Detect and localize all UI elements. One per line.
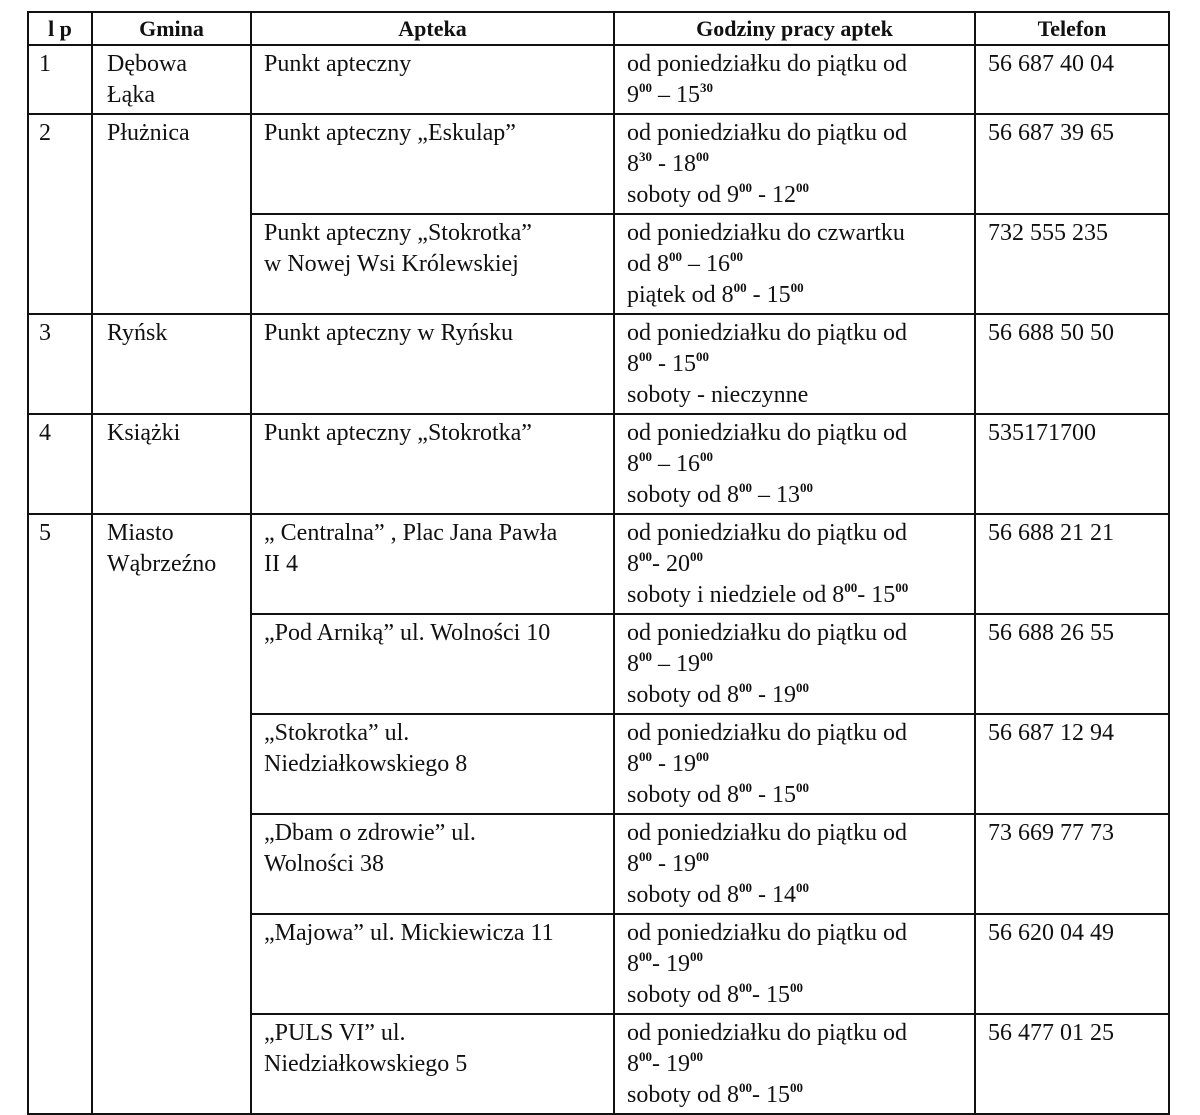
hours-text: - 19 [652,951,690,977]
cell-hours [614,45,975,114]
cell-phone: 732 555 235 [975,214,1169,314]
hours-superscript: 00 [895,580,909,595]
hours-line [627,580,968,611]
hours-text: od poniedziałku do piątku od [627,420,907,446]
cell-apteka [251,814,614,914]
cell-hours [614,914,975,1014]
apteka-line: „Majowa” ul. Mickiewicza 11 [264,920,554,946]
hours-superscript: 00 [796,680,810,695]
cell-apteka [251,314,614,414]
hours-superscript: 00 [696,149,709,164]
cell-apteka [251,45,614,114]
hours-superscript: 00 [690,949,703,964]
hours-text: - 15 [752,782,797,808]
hours-superscript: 30 [639,149,652,164]
hours-text: od poniedziałku do piątku od [627,720,907,746]
cell-phone: 56 620 04 49 [975,914,1169,1014]
cell-lp: 1 [28,45,92,114]
hours-text: - 12 [752,182,797,208]
hours-line [627,518,968,549]
cell-apteka [251,114,614,214]
hours-text: soboty i niedziele od 8 [627,582,845,608]
apteka-line: „Dbam o zdrowie” ul. [264,820,476,846]
hours-superscript: 00 [639,749,652,764]
hours-line [627,1018,968,1049]
hours-text: - 15 [752,982,791,1008]
hours-superscript: 00 [639,949,652,964]
hours-line [627,80,968,111]
apteka-line: Punkt apteczny „Eskulap” [264,120,516,146]
hours-text: - 19 [652,751,696,777]
hours-superscript: 00 [739,980,753,995]
hours-superscript: 00 [739,1080,753,1095]
hours-line [627,918,968,949]
hours-superscript: 00 [696,749,709,764]
apteka-line: Wolności 38 [264,851,385,877]
hours-superscript: 00 [690,549,703,564]
hours-text: 8 [627,451,639,477]
hours-line [627,280,968,311]
hours-line [627,780,968,811]
hours-text: 8 [627,351,639,377]
header-apteka: Apteka [251,12,614,45]
hours-text: piątek od 8 [627,282,734,308]
hours-superscript: 00 [739,480,753,495]
hours-text: od poniedziałku do czwartku [627,220,905,246]
hours-line [627,849,968,880]
hours-superscript: 00 [639,449,652,464]
hours-line [627,380,968,411]
hours-superscript: 00 [730,249,743,264]
header-lp: l p [28,12,92,45]
hours-line [627,549,968,580]
hours-superscript: 00 [790,1080,804,1095]
hours-text: - 19 [652,1051,690,1077]
cell-phone: 56 688 21 21 [975,514,1169,614]
pharmacy-hours-table [27,11,1170,1115]
hours-line [627,180,968,211]
header-row [28,12,1169,45]
hours-superscript: 00 [733,280,747,295]
hours-superscript: 00 [700,449,713,464]
cell-hours [614,114,975,214]
hours-text: soboty od 8 [627,882,740,908]
hours-text: od poniedziałku do piątku od [627,920,907,946]
gmina-line: Wąbrzeźno [107,551,217,577]
apteka-line: Punkt apteczny w Ryńsku [264,320,514,346]
header-godziny: Godziny pracy aptek [614,12,975,45]
hours-text: soboty od 8 [627,782,740,808]
cell-phone: 56 687 39 65 [975,114,1169,214]
hours-line [627,218,968,249]
cell-apteka [251,714,614,814]
cell-hours [614,814,975,914]
hours-superscript: 00 [796,880,810,895]
cell-apteka [251,1014,614,1114]
hours-text: - 18 [652,151,696,177]
hours-text: soboty od 8 [627,1082,740,1108]
hours-line [627,618,968,649]
cell-apteka [251,514,614,614]
cell-apteka [251,414,614,514]
hours-text: - 20 [652,551,690,577]
table-row [28,114,1169,214]
hours-text: od poniedziałku do piątku od [627,620,907,646]
hours-line [627,980,968,1011]
header-telefon: Telefon [975,12,1169,45]
table-header [28,12,1169,45]
hours-line [627,418,968,449]
hours-text: od poniedziałku do piątku od [627,820,907,846]
apteka-line: II 4 [264,551,298,577]
hours-text: 8 [627,851,639,877]
hours-superscript: 00 [639,349,652,364]
cell-gmina [92,514,251,1114]
hours-text: od poniedziałku do piątku od [627,520,907,546]
apteka-line: Punkt apteczny „Stokrotka” [264,420,532,446]
hours-superscript: 00 [844,580,858,595]
cell-lp: 5 [28,514,92,1114]
hours-line [627,880,968,911]
hours-line [627,680,968,711]
hours-text: 8 [627,151,639,177]
apteka-line: „ Centralna” , Plac Jana Pawła [264,520,558,546]
table-row [28,414,1169,514]
hours-line [627,449,968,480]
cell-gmina [92,45,251,114]
hours-text: - 14 [752,882,797,908]
table-body [28,45,1169,1114]
cell-phone: 535171700 [975,414,1169,514]
hours-superscript: 00 [669,249,682,264]
hours-superscript: 00 [796,780,810,795]
cell-gmina [92,414,251,514]
hours-line [627,49,968,80]
cell-hours [614,1014,975,1114]
table-row [28,45,1169,114]
cell-lp: 2 [28,114,92,314]
cell-apteka [251,914,614,1014]
hours-text: soboty od 8 [627,982,740,1008]
cell-apteka [251,614,614,714]
hours-superscript: 00 [700,649,713,664]
cell-hours [614,414,975,514]
apteka-line: „PULS VI” ul. [264,1020,406,1046]
cell-hours [614,314,975,414]
hours-superscript: 00 [739,180,753,195]
apteka-line: Niedziałkowskiego 5 [264,1051,468,1077]
hours-superscript: 00 [696,849,709,864]
hours-superscript: 00 [800,480,814,495]
hours-text: od poniedziałku do piątku od [627,120,907,146]
apteka-line: Niedziałkowskiego 8 [264,751,468,777]
hours-superscript: 00 [639,549,652,564]
hours-superscript: 00 [796,180,810,195]
hours-line [627,749,968,780]
cell-phone: 56 687 40 04 [975,45,1169,114]
gmina-line: Książki [107,420,181,446]
hours-line [627,1049,968,1080]
apteka-line: Punkt apteczny [264,51,412,77]
hours-line [627,149,968,180]
hours-superscript: 00 [739,880,753,895]
table-row [28,314,1169,414]
hours-text: - 15 [746,282,791,308]
hours-text: od poniedziałku do piątku od [627,1020,907,1046]
cell-hours [614,614,975,714]
table-row [28,514,1169,614]
apteka-line: Punkt apteczny „Stokrotka” [264,220,532,246]
hours-text: - 15 [752,1082,791,1108]
gmina-line: Płużnica [107,120,190,146]
cell-apteka [251,214,614,314]
gmina-line: Dębowa [107,51,187,77]
hours-text: 8 [627,1051,639,1077]
hours-line [627,949,968,980]
hours-superscript: 00 [639,80,652,95]
cell-lp: 3 [28,314,92,414]
header-gmina: Gmina [92,12,251,45]
hours-superscript: 30 [700,80,713,95]
hours-line [627,118,968,149]
hours-superscript: 00 [639,1049,652,1064]
hours-line [627,718,968,749]
hours-text: – 19 [652,651,700,677]
cell-phone: 56 688 50 50 [975,314,1169,414]
hours-superscript: 00 [639,849,652,864]
hours-text: - 15 [652,351,696,377]
apteka-line: w Nowej Wsi Królewskiej [264,251,519,277]
cell-hours [614,214,975,314]
hours-text: – 15 [652,82,700,108]
cell-phone: 56 688 26 55 [975,614,1169,714]
hours-superscript: 00 [790,280,804,295]
cell-hours [614,514,975,614]
hours-text: soboty od 9 [627,182,740,208]
hours-text: od 8 [627,251,669,277]
hours-text: - 15 [857,582,896,608]
hours-superscript: 00 [739,780,753,795]
hours-line [627,818,968,849]
cell-gmina [92,114,251,314]
hours-superscript: 00 [639,649,652,664]
hours-text: od poniedziałku do piątku od [627,51,907,77]
hours-text: – 16 [652,451,700,477]
hours-text: 8 [627,651,639,677]
gmina-line: Miasto [107,520,174,546]
cell-hours [614,714,975,814]
hours-text: - 19 [752,682,797,708]
hours-text: 8 [627,951,639,977]
gmina-line: Łąka [107,82,155,108]
apteka-line: „Stokrotka” ul. [264,720,410,746]
hours-text: – 16 [682,251,730,277]
hours-superscript: 00 [790,980,804,995]
hours-superscript: 00 [739,680,753,695]
hours-line [627,649,968,680]
hours-superscript: 00 [696,349,709,364]
hours-line [627,318,968,349]
hours-superscript: 00 [690,1049,703,1064]
hours-text: od poniedziałku do piątku od [627,320,907,346]
hours-text: 9 [627,82,639,108]
hours-text: soboty - nieczynne [627,382,809,408]
cell-gmina [92,314,251,414]
hours-text: 8 [627,551,639,577]
cell-phone: 56 687 12 94 [975,714,1169,814]
hours-line [627,249,968,280]
hours-line [627,1080,968,1111]
hours-text: – 13 [752,482,801,508]
cell-phone: 56 477 01 25 [975,1014,1169,1114]
hours-line [627,480,968,511]
hours-text: - 19 [652,851,696,877]
gmina-line: Ryńsk [107,320,168,346]
hours-text: soboty od 8 [627,682,740,708]
apteka-line: „Pod Arniką” ul. Wolności 10 [264,620,551,646]
hours-text: 8 [627,751,639,777]
hours-text: soboty od 8 [627,482,740,508]
cell-lp: 4 [28,414,92,514]
cell-phone: 73 669 77 73 [975,814,1169,914]
hours-line [627,349,968,380]
